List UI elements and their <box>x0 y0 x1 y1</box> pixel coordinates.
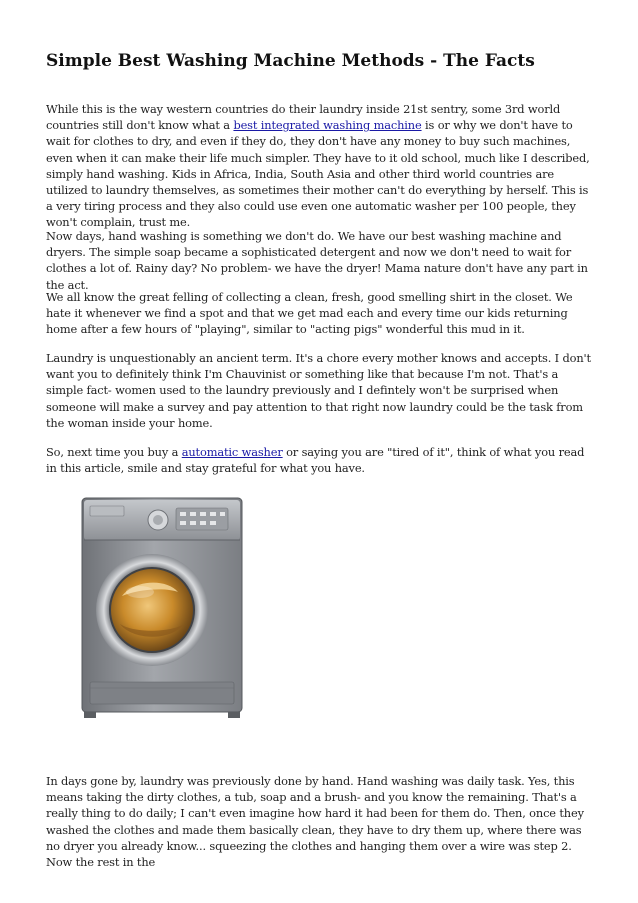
link-automatic-washer[interactable]: automatic washer <box>181 445 283 459</box>
paragraph-text: is or why we don't have to wait for clothes to dry, and even if they do, they don't have any money to buy such machines, even when it can make their life much simpler. They have to it old school, much like I described, simply hand washing. Kids in Africa, India, South Asia and other third world countries are utilized to laundry themselves, as sometimes their mother can't do everything by herself. This is a very tiring process and they also could use even one automatic washer per 100 people, they won't complain, trust me. <box>46 118 590 230</box>
paragraph-next-time <box>46 444 594 476</box>
page-title: Simple Best Washing Machine Methods - The Facts <box>46 51 535 71</box>
paragraph-now-days: Now days, hand washing is something we don't do. We have our best washing machine and dryers. The simple soap became a sophisticated detergent and now we don't need to wait for clothes a lot of. Rainy day? No problem- we have the dryer! Mama nature don't have any part in the act. <box>46 229 588 292</box>
paragraph-ancient-term: Laundry is unquestionably an ancient term. It's a chore every mother knows and accepts. I don't want you to definitely think I'm Chauvinist or something like that because I'm not. That's a simple fact- women used to the laundry previously and I defintely won't be surprised when someone will make a survey and pay attention to that right now laundry could be the task from the woman inside your home. <box>46 351 591 430</box>
washing-machine-image <box>70 492 256 724</box>
washing-machine-door <box>96 554 208 666</box>
washing-machine-base <box>84 682 240 718</box>
paragraph-intro <box>46 101 594 231</box>
link-best-integrated-washing-machine[interactable]: best integrated washing machine <box>233 118 422 133</box>
paragraph-clean-shirt: We all know the great felling of collecting a clean, fresh, good smelling shirt in the closet. We hate it whenever we find a spot and that we get mad each and every time our kids returning home after a few hours of "playing", similar to "acting pigs" wonderful this mud in it. <box>46 290 573 337</box>
paragraph-text: While this is the way western countries do their laundry inside 21st sentry, some 3rd world countries still don't know what a <box>46 102 561 133</box>
paragraph-text: or saying you are "tired of it", think of what you read in this article, smile and stay grateful for what you have. <box>46 445 585 476</box>
paragraph-text: So, next time you buy a <box>46 445 182 459</box>
paragraph-days-gone-by: In days gone by, laundry was previously done by hand. Hand washing was daily task. Yes, this means taking the dirty clothes, a tub, soap and a brush- and you know the remaining. That's a really thing to do daily; I can't even imagine how hard it had been for them do. Then, once they washed the clothes and made them basically clean, they have to dry them up, where there was no dryer you already know... squeezing the clothes and hanging them over a wire was step 2. Now the rest in the <box>46 774 584 870</box>
